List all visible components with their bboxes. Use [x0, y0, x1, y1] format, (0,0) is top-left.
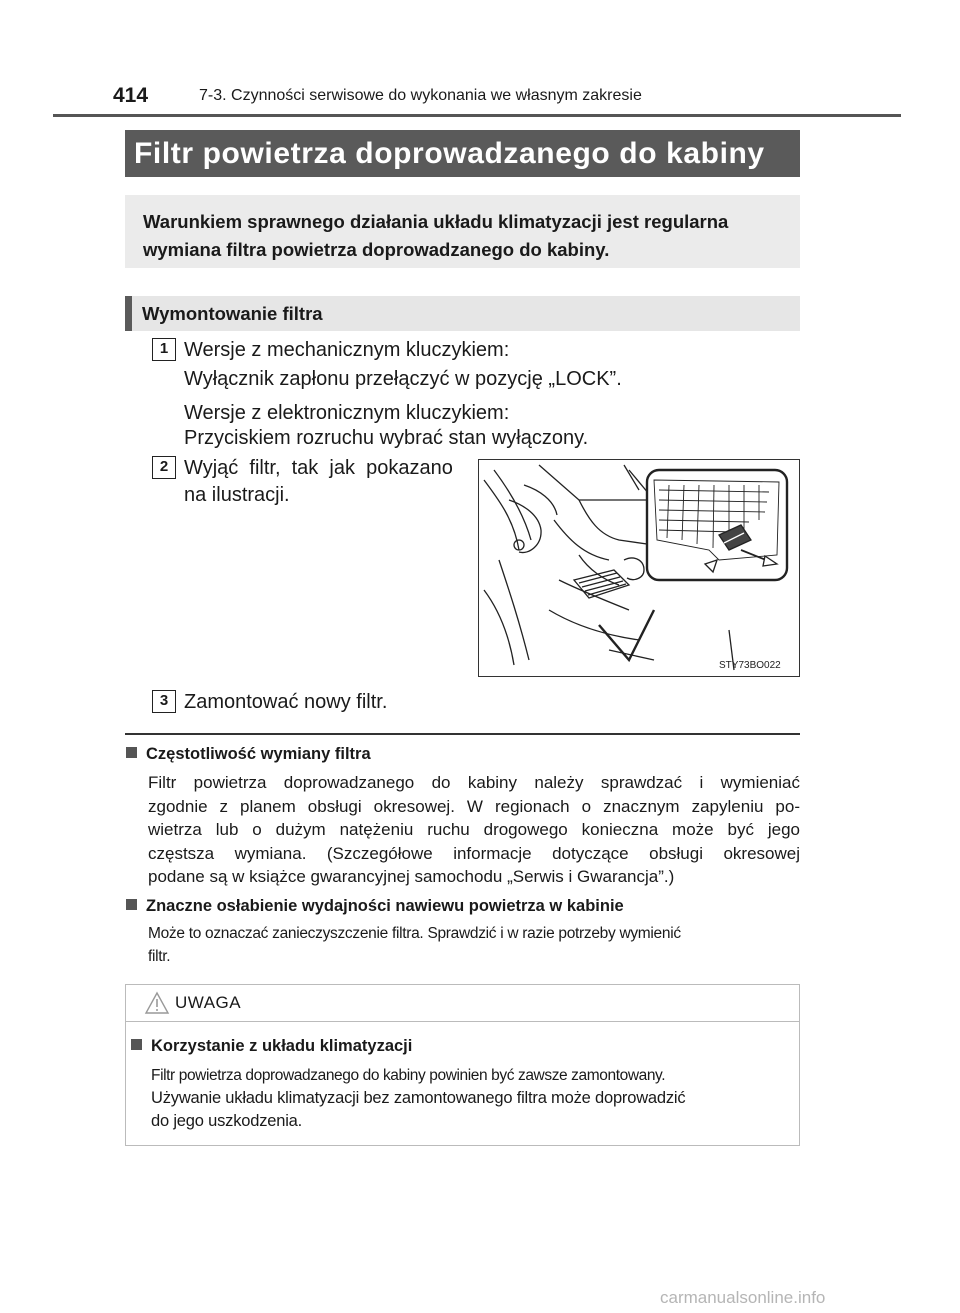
step-3-number: 3 — [152, 690, 176, 713]
warning-heading: Korzystanie z układu klimatyzacji — [131, 1037, 412, 1056]
warning-box — [125, 984, 800, 1146]
warning-triangle-icon — [144, 991, 170, 1015]
subsection-heading: Wymontowanie filtra — [125, 296, 800, 331]
intro-line-2: wymiana filtra powietrza doprowadzanego do kabiny. — [143, 239, 610, 260]
note-1-line-5: podane są w książce gwarancyjnej samochodu „Serwis i Gwarancja”.) — [148, 867, 675, 887]
page-title: Filtr powietrza doprowadzanego do kabiny — [125, 130, 800, 177]
step-1-line-2: Wyłącznik zapłonu przełączyć w pozycję „LOCK”. — [184, 368, 622, 390]
figure-code: STY73BO022 — [719, 660, 781, 671]
step-1-number: 1 — [152, 338, 176, 361]
section-divider — [125, 733, 800, 735]
warning-header — [126, 985, 799, 1022]
note-1-line-4: częstsza wymiana. (Szczegółowe informacje dotyczące obsługi okresowej — [148, 843, 800, 863]
watermark: carmanualsonline.info — [660, 1288, 826, 1307]
note-1-line-2: zgodnie z planem obsługi okresowej. W regionach o znacznym zapyleniu po- — [148, 796, 800, 816]
warning-line-2: Używanie układu klimatyzacji bez zamontowanego filtra może doprowadzić — [151, 1089, 686, 1107]
page-number: 414 — [113, 84, 149, 107]
note-1-text — [148, 771, 800, 889]
warning-line-1: Filtr powietrza doprowadzanego do kabiny powinien być zawsze zamontowany. — [151, 1067, 666, 1084]
step-1-line-1: Wersje z mechanicznym kluczykiem: — [184, 339, 510, 361]
square-bullet-icon — [126, 747, 137, 758]
note-2-text — [148, 922, 800, 968]
warning-text — [151, 1064, 791, 1133]
note-2-line-1: Może to oznaczać zanieczyszczenie filtra. Sprawdzić i w razie potrzeby wymienić — [148, 925, 681, 942]
section-title: 7-3. Czynności serwisowe do wykonania we własnym zakresie — [199, 87, 642, 104]
note-1-heading: Częstotliwość wymiany filtra — [126, 745, 371, 764]
step-2-line-1: Wyjąć filtr, tak jak pokazano — [184, 457, 453, 479]
step-2-number: 2 — [152, 456, 176, 479]
intro-box — [125, 195, 800, 268]
step-3-line-1: Zamontować nowy filtr. — [184, 691, 388, 713]
warning-line-3: do jego uszkodzenia. — [151, 1112, 303, 1130]
square-bullet-icon — [131, 1039, 142, 1050]
step-1-line-4: Przyciskiem rozruchu wybrać stan wyłączony. — [184, 427, 589, 449]
note-1-line-1: Filtr powietrza doprowadzanego do kabiny należy sprawdzać i wymieniać — [148, 773, 800, 792]
square-bullet-icon — [126, 899, 137, 910]
warning-label: UWAGA — [175, 993, 242, 1012]
step-2-line-2: na ilustracji. — [184, 484, 290, 506]
step-1-line-3: Wersje z elektronicznym kluczykiem: — [184, 402, 510, 424]
note-1-line-3: wietrza lub o dużym natężeniu ruchu drogowego konieczna może być jego — [148, 820, 800, 840]
note-2-line-2: filtr. — [148, 948, 171, 965]
intro-line-1: Warunkiem sprawnego działania układu klimatyzacji jest regularna — [143, 211, 729, 232]
header-divider — [53, 114, 901, 117]
note-2-heading: Znaczne osłabienie wydajności nawiewu powietrza w kabinie — [126, 897, 624, 916]
dashboard-drawing — [479, 460, 798, 675]
filter-removal-illustration — [478, 459, 800, 677]
